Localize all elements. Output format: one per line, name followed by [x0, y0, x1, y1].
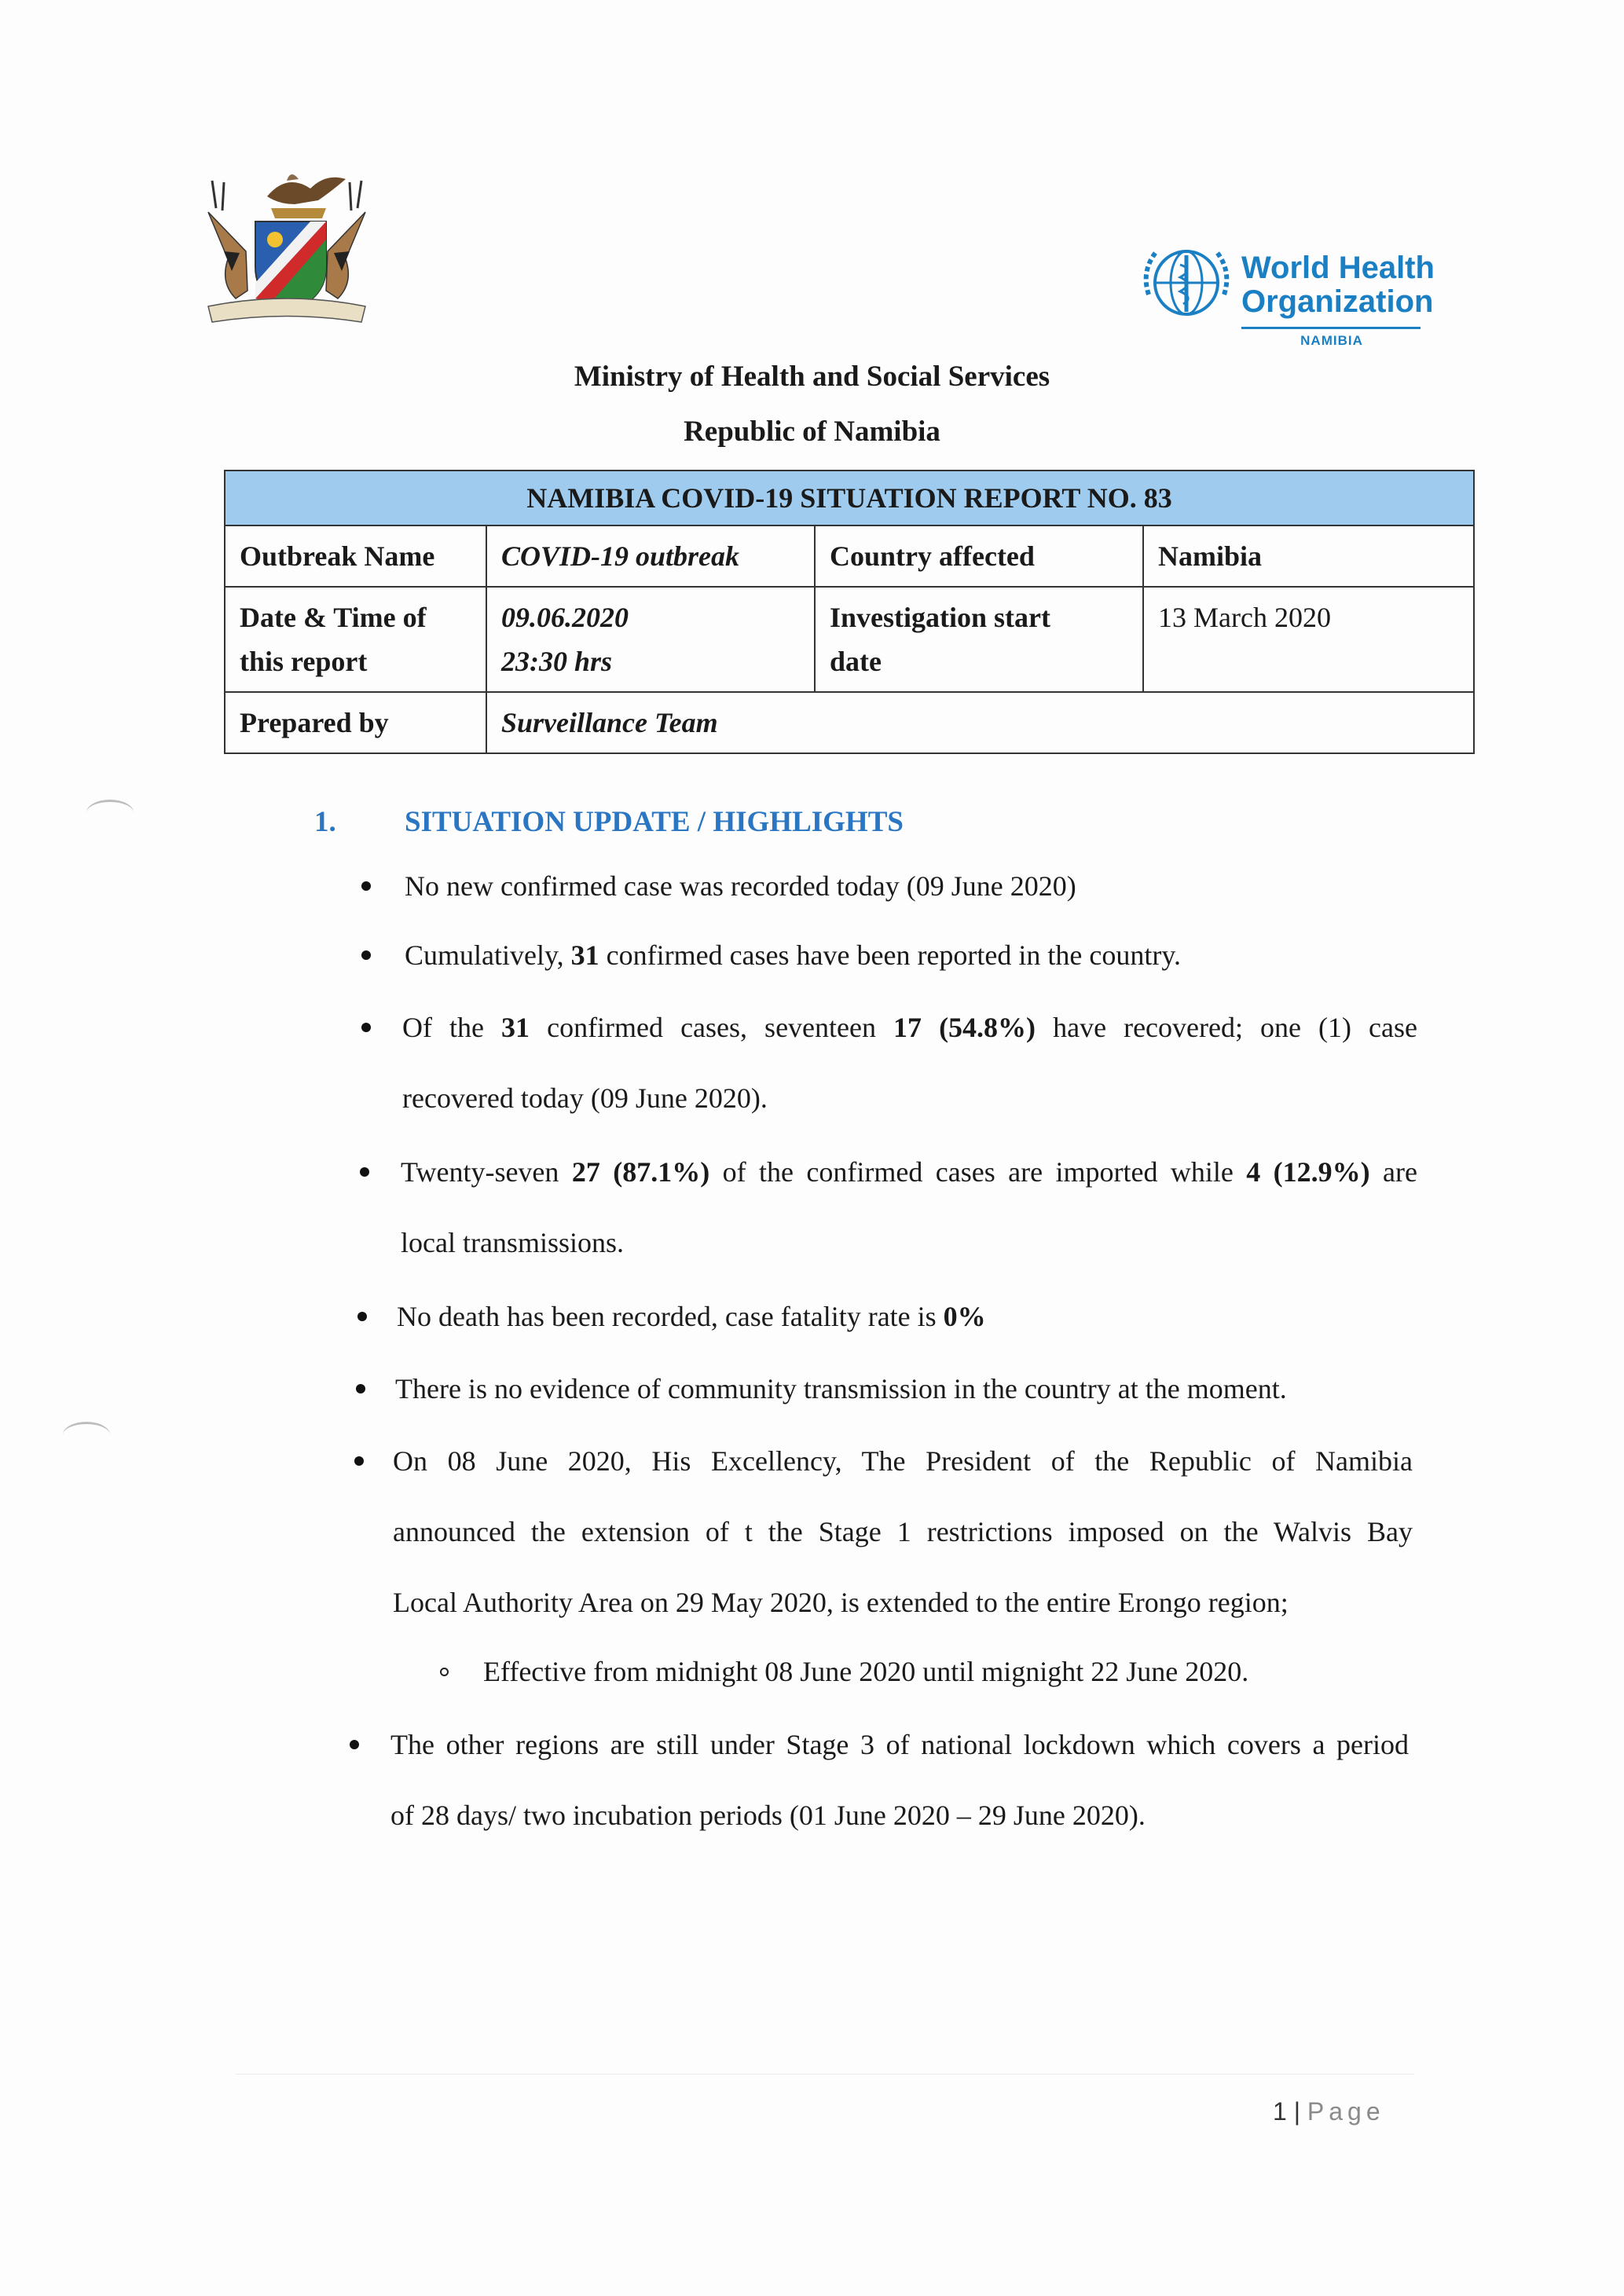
date-time-label: Date & Time of this report	[225, 588, 487, 691]
country-value: Namibia	[1158, 540, 1263, 572]
who-name: World Health Organization	[1241, 251, 1435, 319]
punch-hole-mark	[86, 800, 134, 826]
namibia-coat-of-arms	[192, 165, 381, 334]
bullet-dot	[357, 1312, 367, 1321]
prepared-by-value: Surveillance Team	[501, 707, 718, 738]
bullet-recovered-line1: Of the 31 confirmed cases, seventeen 17 (54.8%) have recovered; one (1) case	[402, 1012, 1417, 1043]
bullet-dot	[361, 881, 371, 891]
bullet-dot	[350, 1740, 359, 1749]
date-time-value: 09.06.2020 23:30 hrs	[487, 588, 816, 691]
section-title: SITUATION UPDATE / HIGHLIGHTS	[405, 806, 904, 838]
bullet-new-cases: No new confirmed case was recorded today (09 June 2020)	[405, 870, 1076, 902]
page-number: 1 | Page	[1273, 2097, 1385, 2126]
bullet-president-line2: announced the extension of t the Stage 1 restrictions imposed on the Walvis Bay	[393, 1516, 1413, 1547]
punch-hole-mark	[63, 1422, 110, 1448]
bullet-president-line3: Local Authority Area on 29 May 2020, is extended to the entire Erongo region;	[393, 1587, 1289, 1618]
prepared-by-label: Prepared by	[225, 693, 487, 753]
bullet-dot	[360, 1167, 369, 1177]
outbreak-name-label: Outbreak Name	[225, 526, 487, 586]
bullet-imported-line1: Twenty-seven 27 (87.1%) of the confirmed cases are imported while 4 (12.9%) are	[401, 1156, 1417, 1188]
who-country: NAMIBIA	[1300, 333, 1363, 348]
table-row	[225, 693, 1473, 753]
investigation-start-value: 13 March 2020	[1158, 602, 1331, 633]
report-title: NAMIBIA COVID-19 SITUATION REPORT NO. 83	[225, 471, 1473, 526]
table-row	[225, 526, 1473, 588]
who-logo	[1139, 236, 1435, 353]
sub-bullet-effective: Effective from midnight 08 June 2020 until mignight 22 June 2020.	[483, 1656, 1249, 1687]
section-number: 1.	[314, 806, 336, 838]
bullet-dot	[361, 950, 371, 960]
sub-bullet-circle	[440, 1668, 449, 1676]
bullet-imported-line2: local transmissions.	[401, 1227, 624, 1258]
bullet-lockdown-line1: The other regions are still under Stage 3 of national lockdown which covers a period	[390, 1729, 1409, 1760]
bullet-recovered-line2: recovered today (09 June 2020).	[402, 1082, 768, 1114]
bullet-dot	[356, 1384, 365, 1393]
bullet-lockdown-line2: of 28 days/ two incubation periods (01 June 2020 – 29 June 2020).	[390, 1800, 1146, 1831]
table-row	[225, 588, 1473, 693]
who-emblem-icon	[1139, 240, 1234, 326]
bullet-president-line1: On 08 June 2020, His Excellency, The President of the Republic of Namibia	[393, 1445, 1413, 1477]
bullet-fatality: No death has been recorded, case fatality rate is 0%	[397, 1301, 986, 1332]
report-info-table	[224, 470, 1475, 754]
ministry-name: Ministry of Health and Social Services	[574, 361, 1050, 393]
bullet-dot	[361, 1023, 371, 1032]
country-label: Country affected	[816, 526, 1144, 586]
who-divider	[1241, 327, 1421, 329]
investigation-start-label: Investigation start date	[816, 588, 1144, 691]
republic-name: Republic of Namibia	[684, 416, 940, 448]
bullet-cumulative: Cumulatively, 31 confirmed cases have been reported in the country.	[405, 939, 1181, 971]
bullet-dot	[354, 1456, 364, 1466]
outbreak-name-value: COVID-19 outbreak	[487, 526, 816, 586]
bullet-community: There is no evidence of community transmission in the country at the moment.	[395, 1373, 1287, 1404]
